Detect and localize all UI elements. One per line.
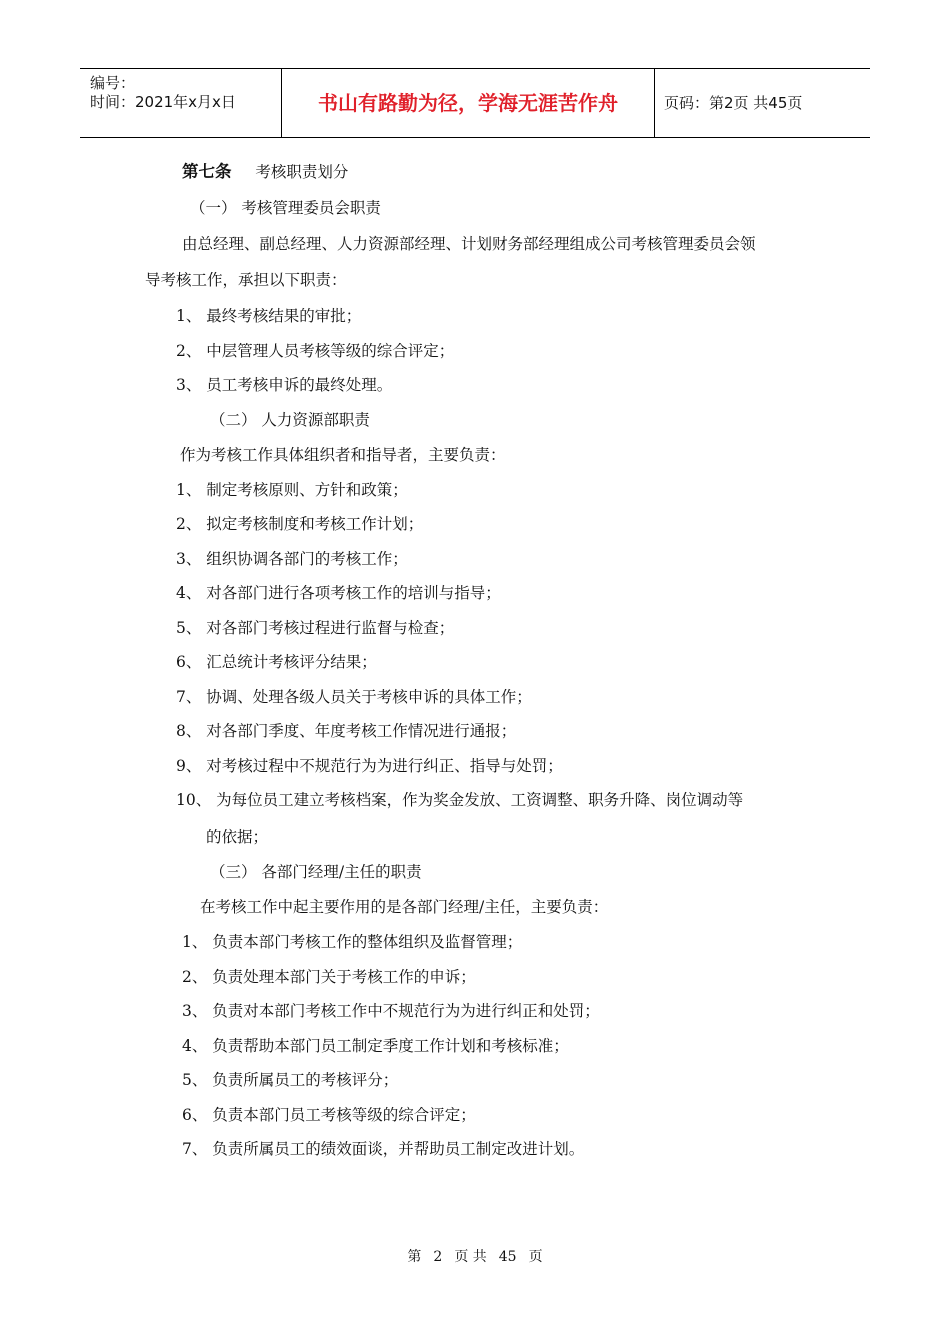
doc-number-label: 编号：: [90, 74, 136, 92]
list-item-continuation: 的依据；: [206, 828, 269, 846]
list-item: 2、 拟定考核制度和考核工作计划；: [176, 515, 424, 533]
list-item: 5、 对各部门考核过程进行监督与检查；: [176, 619, 455, 637]
article-number: 第七条: [182, 162, 232, 181]
list-item: 1、 负责本部门考核工作的整体组织及监督管理；: [182, 933, 523, 951]
list-item: 1、 制定考核原则、方针和政策；: [176, 481, 408, 499]
list-item: 4、 负责帮助本部门员工制定季度工作计划和考核标准；: [182, 1037, 569, 1055]
footer-page-total: 45: [498, 1249, 517, 1265]
list-item: 6、 汇总统计考核评分结果；: [176, 653, 377, 671]
paragraph-line: 导考核工作，承担以下职责：: [145, 271, 347, 289]
list-item: 7、 负责所属员工的绩效面谈，并帮助员工制定改进计划。: [182, 1140, 585, 1158]
list-item: 3、 负责对本部门考核工作中不规范行为为进行纠正和处罚；: [182, 1002, 600, 1020]
article-title: 考核职责划分: [255, 163, 349, 181]
list-item: 3、 员工考核申诉的最终处理。: [176, 376, 393, 394]
section-heading-2: （二） 人力资源部职责: [210, 411, 370, 429]
list-item: 6、 负责本部门员工考核等级的综合评定；: [182, 1106, 476, 1124]
paragraph-line: 作为考核工作具体组织者和指导者，主要负责：: [180, 446, 506, 464]
list-item: 8、 对各部门季度、年度考核工作情况进行通报；: [176, 722, 517, 740]
list-item: 1、 最终考核结果的审批；: [176, 307, 362, 325]
footer-page-number: 2: [433, 1249, 443, 1265]
paragraph-line: 在考核工作中起主要作用的是各部门经理/主任，主要负责：: [200, 898, 609, 916]
list-item: 2、 中层管理人员考核等级的综合评定；: [176, 342, 455, 360]
header-page-info: 页码：第2页 共45页: [664, 94, 803, 112]
paragraph-line: 由总经理、副总经理、人力资源部经理、计划财务部经理组成公司考核管理委员会领: [182, 235, 756, 253]
list-item: 2、 负责处理本部门关于考核工作的申诉；: [182, 968, 476, 986]
list-item: 3、 组织协调各部门的考核工作；: [176, 550, 408, 568]
section-heading-3: （三） 各部门经理/主任的职责: [210, 863, 422, 881]
footer-page-suffix: 页: [528, 1249, 543, 1265]
page-footer: [0, 1246, 950, 1266]
header-meta-cell: [80, 69, 280, 137]
doc-time-label: 时间：2021年x月x日: [90, 93, 236, 111]
footer-page-mid: 页 共: [454, 1249, 487, 1265]
list-item: 4、 对各部门进行各项考核工作的培训与指导；: [176, 584, 501, 602]
article-heading-line: [182, 162, 348, 182]
list-item: 10、 为每位员工建立考核档案，作为奖金发放、工资调整、职务升降、岗位调动等: [176, 791, 744, 809]
list-item: 9、 对考核过程中不规范行为为进行纠正、指导与处罚；: [176, 757, 563, 775]
list-item: 5、 负责所属员工的考核评分；: [182, 1071, 399, 1089]
list-item: 7、 协调、处理各级人员关于考核申诉的具体工作；: [176, 688, 532, 706]
header-motto: 书山有路勤为径，学海无涯苦作舟: [281, 69, 655, 137]
section-heading-1: （一） 考核管理委员会职责: [190, 199, 381, 217]
footer-page-prefix: 第: [407, 1249, 422, 1265]
page-header: [80, 68, 870, 138]
